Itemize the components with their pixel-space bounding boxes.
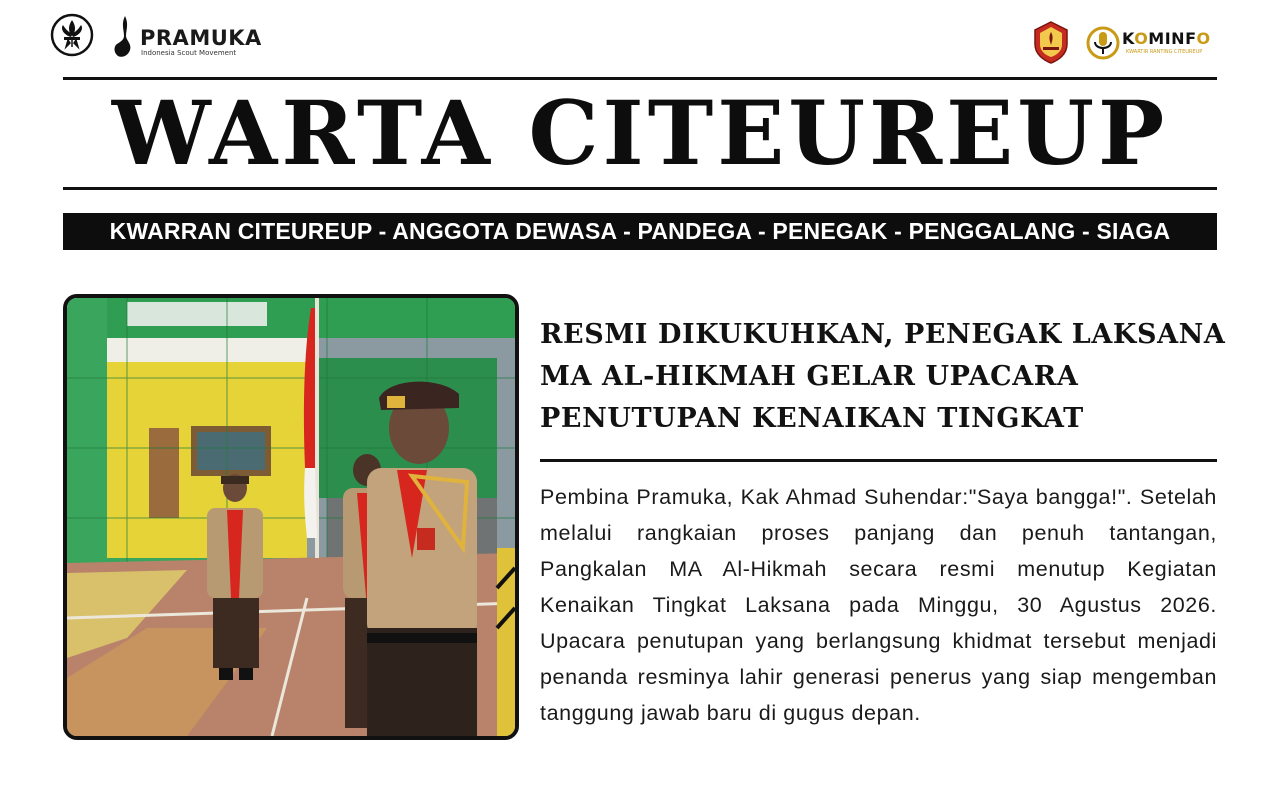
kwarran-shield-icon [1032,20,1070,64]
article-headline [540,314,1230,440]
fleur-de-lis-icon [50,13,94,57]
masthead-bottom-rule [63,187,1217,190]
scout-ceremony-photo [63,294,519,740]
article-rule [540,459,1217,462]
masthead-top-rule [63,77,1217,80]
headline-line: PENUTUPAN KENAIKAN TINGKAT [540,403,1084,434]
pramuka-tunas-icon [112,14,138,58]
headline-line: RESMI DIKUKUHKAN, PENEGAK LAKSANA [540,319,1226,350]
kominfo-mic-icon [1086,26,1120,60]
pramuka-logo-tagline: Indonesia Scout Movement [141,49,237,57]
article-body: Pembina Pramuka, Kak Ahmad Suhendar:"Saya bangga!". Setelah melalui rangkaian proses panjang dan penuh tantangan, Pangkalan MA Al-Hikmah secara resmi menutup Kegiatan Kenaikan Tingkat Laksana pada Minggu, 30 Agustus 2026. Upacara penutupan yang berlangsung khidmat tersebut menjadi penanda resminya lahir generasi penerus yang siap mengemban tanggung jawab baru di gugus depan. [540,485,1217,725]
masthead-title: WARTA CITEUREUP [111,81,1169,185]
headline-line: MA AL-HIKMAH GELAR UPACARA [540,361,1079,392]
kominfo-logo-tagline: KWARTIR RANTING CITEUREUP [1126,49,1203,55]
kominfo-logo-name: KOMINFO [1122,29,1211,48]
pramuka-logo-name: PRAMUKA [140,26,262,50]
category-banner: KWARRAN CITEUREUP - ANGGOTA DEWASA - PANDEGA - PENEGAK - PENGGALANG - SIAGA [63,213,1217,250]
